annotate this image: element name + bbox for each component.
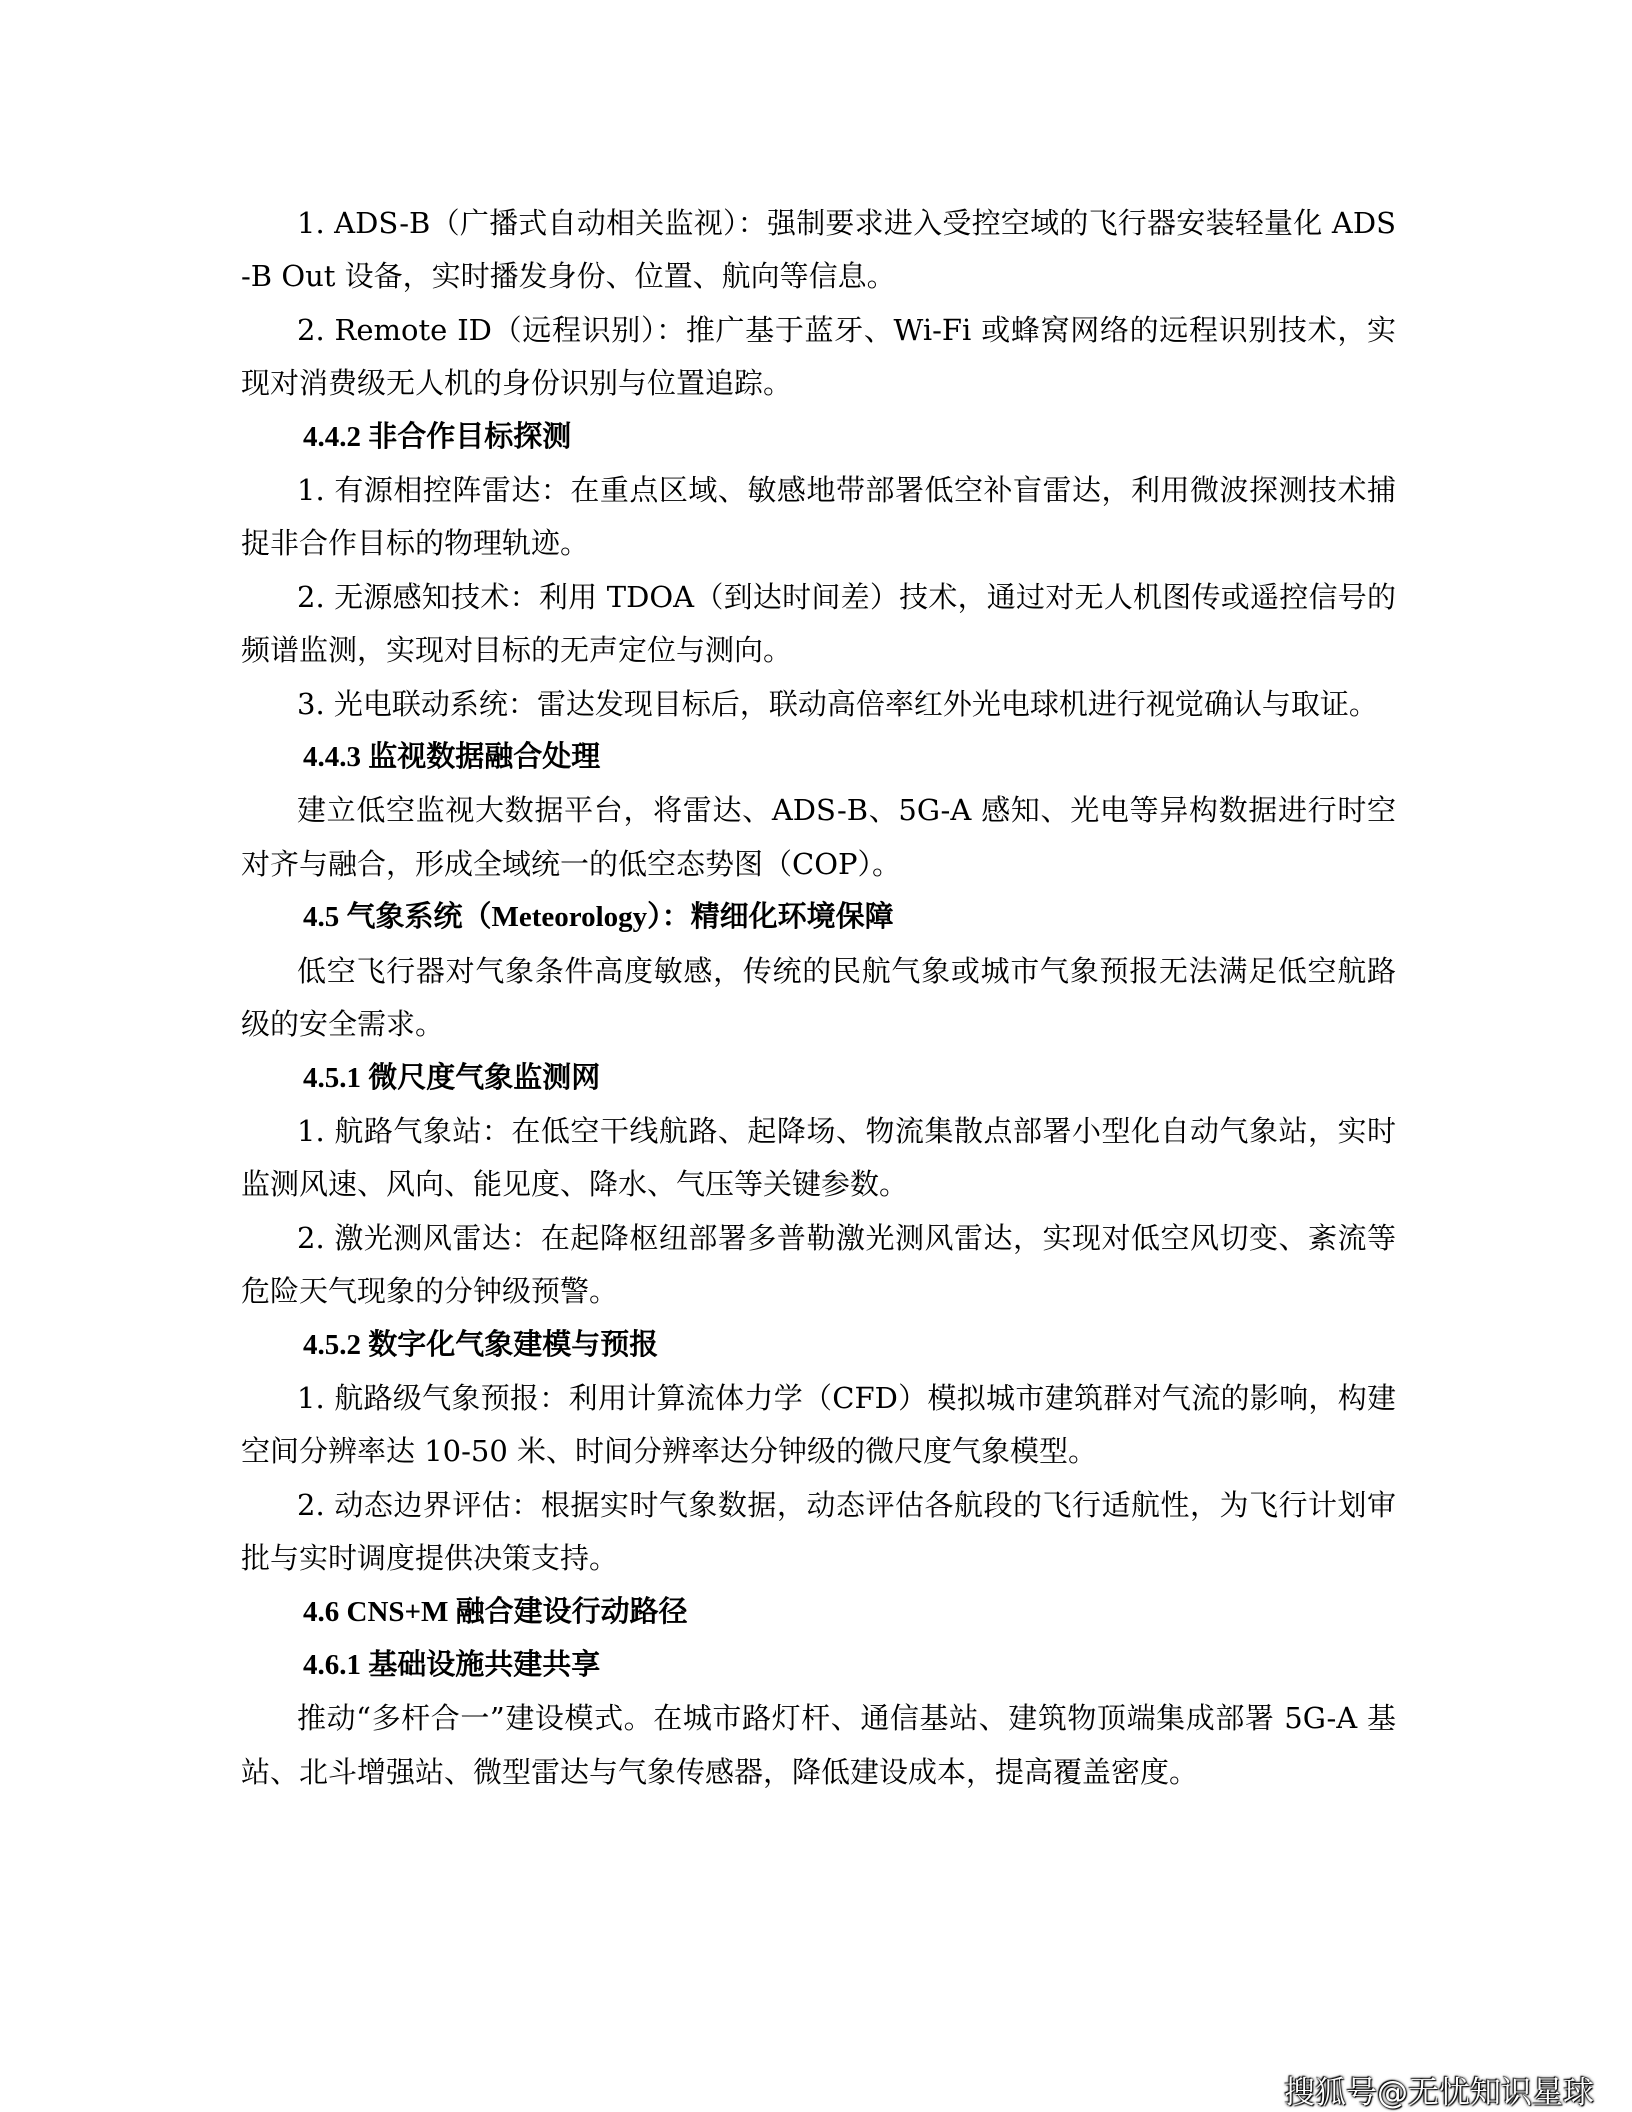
paragraph-ads-b: 1. ADS-B（广播式自动相关监视）：强制要求进入受控空域的飞行器安装轻量化 ADS-B Out 设备，实时播发身份、位置、航向等信息。 (241, 206, 1396, 294)
document-body (241, 197, 1396, 1799)
paragraph-dynamic-boundary: 2. 动态边界评估：根据实时气象数据，动态评估各航段的飞行适航性，为飞行计划审批与实时调度提供决策支持。 (241, 1487, 1396, 1576)
section-heading-4-6-1: 4.6.1 基础设施共建共享 (303, 1648, 601, 1681)
paragraph-infrastructure: 推动“多杆合一”建设模式。在城市路灯杆、通信基站、建筑物顶端集成部署 5G-A 基站、北斗增强站、微型雷达与气象传感器，降低建设成本，提高覆盖密度。 (241, 1701, 1396, 1789)
section-heading-4-6: 4.6 CNS+M 融合建设行动路径 (303, 1595, 688, 1628)
section-heading-4-4-3: 4.4.3 监视数据融合处理 (303, 741, 601, 774)
paragraph-weather-station: 1. 航路气象站：在低空干线航路、起降场、物流集散点部署小型化自动气象站，实时监测风速、风向、能见度、降水、气压等关键参数。 (241, 1113, 1396, 1202)
paragraph-electro-optical: 3. 光电联动系统：雷达发现目标后，联动高倍率红外光电球机进行视觉确认与取证。 (297, 686, 1378, 721)
paragraph-route-forecast: 1. 航路级气象预报：利用计算流体力学（CFD）模拟城市建筑群对气流的影响，构建空间分辨率达 10-50 米、时间分辨率达分钟级的微尺度气象模型。 (241, 1380, 1396, 1469)
section-heading-4-5: 4.5 气象系统（Meteorology）：精细化环境保障 (303, 901, 894, 934)
section-heading-4-4-2: 4.4.2 非合作目标探测 (303, 420, 572, 453)
section-heading-4-5-2: 4.5.2 数字化气象建模与预报 (303, 1328, 659, 1361)
paragraph-data-fusion: 建立低空监视大数据平台，将雷达、ADS-B、5G-A 感知、光电等异构数据进行时空对齐与融合，形成全域统一的低空态势图（COP）。 (241, 793, 1396, 881)
paragraph-passive-sensing: 2. 无源感知技术：利用 TDOA（到达时间差）技术，通过对无人机图传或遥控信号的频谱监测，实现对目标的无声定位与测向。 (241, 579, 1396, 668)
watermark-text: 搜狐号@无忧知识星球 (1284, 2075, 1594, 2111)
paragraph-remote-id: 2. Remote ID（远程识别）：推广基于蓝牙、Wi-Fi 或蜂窝网络的远程识别技术，实现对消费级无人机的身份识别与位置追踪。 (241, 312, 1396, 401)
paragraph-lidar: 2. 激光测风雷达：在起降枢纽部署多普勒激光测风雷达，实现对低空风切变、紊流等危险天气现象的分钟级预警。 (241, 1220, 1396, 1309)
paragraph-active-radar: 1. 有源相控阵雷达：在重点区域、敏感地带部署低空补盲雷达，利用微波探测技术捕捉非合作目标的物理轨迹。 (241, 473, 1396, 561)
section-heading-4-5-1: 4.5.1 微尺度气象监测网 (303, 1061, 601, 1094)
paragraph-meteorology-intro: 低空飞行器对气象条件高度敏感，传统的民航气象或城市气象预报无法满足低空航路级的安全需求。 (241, 953, 1396, 1042)
